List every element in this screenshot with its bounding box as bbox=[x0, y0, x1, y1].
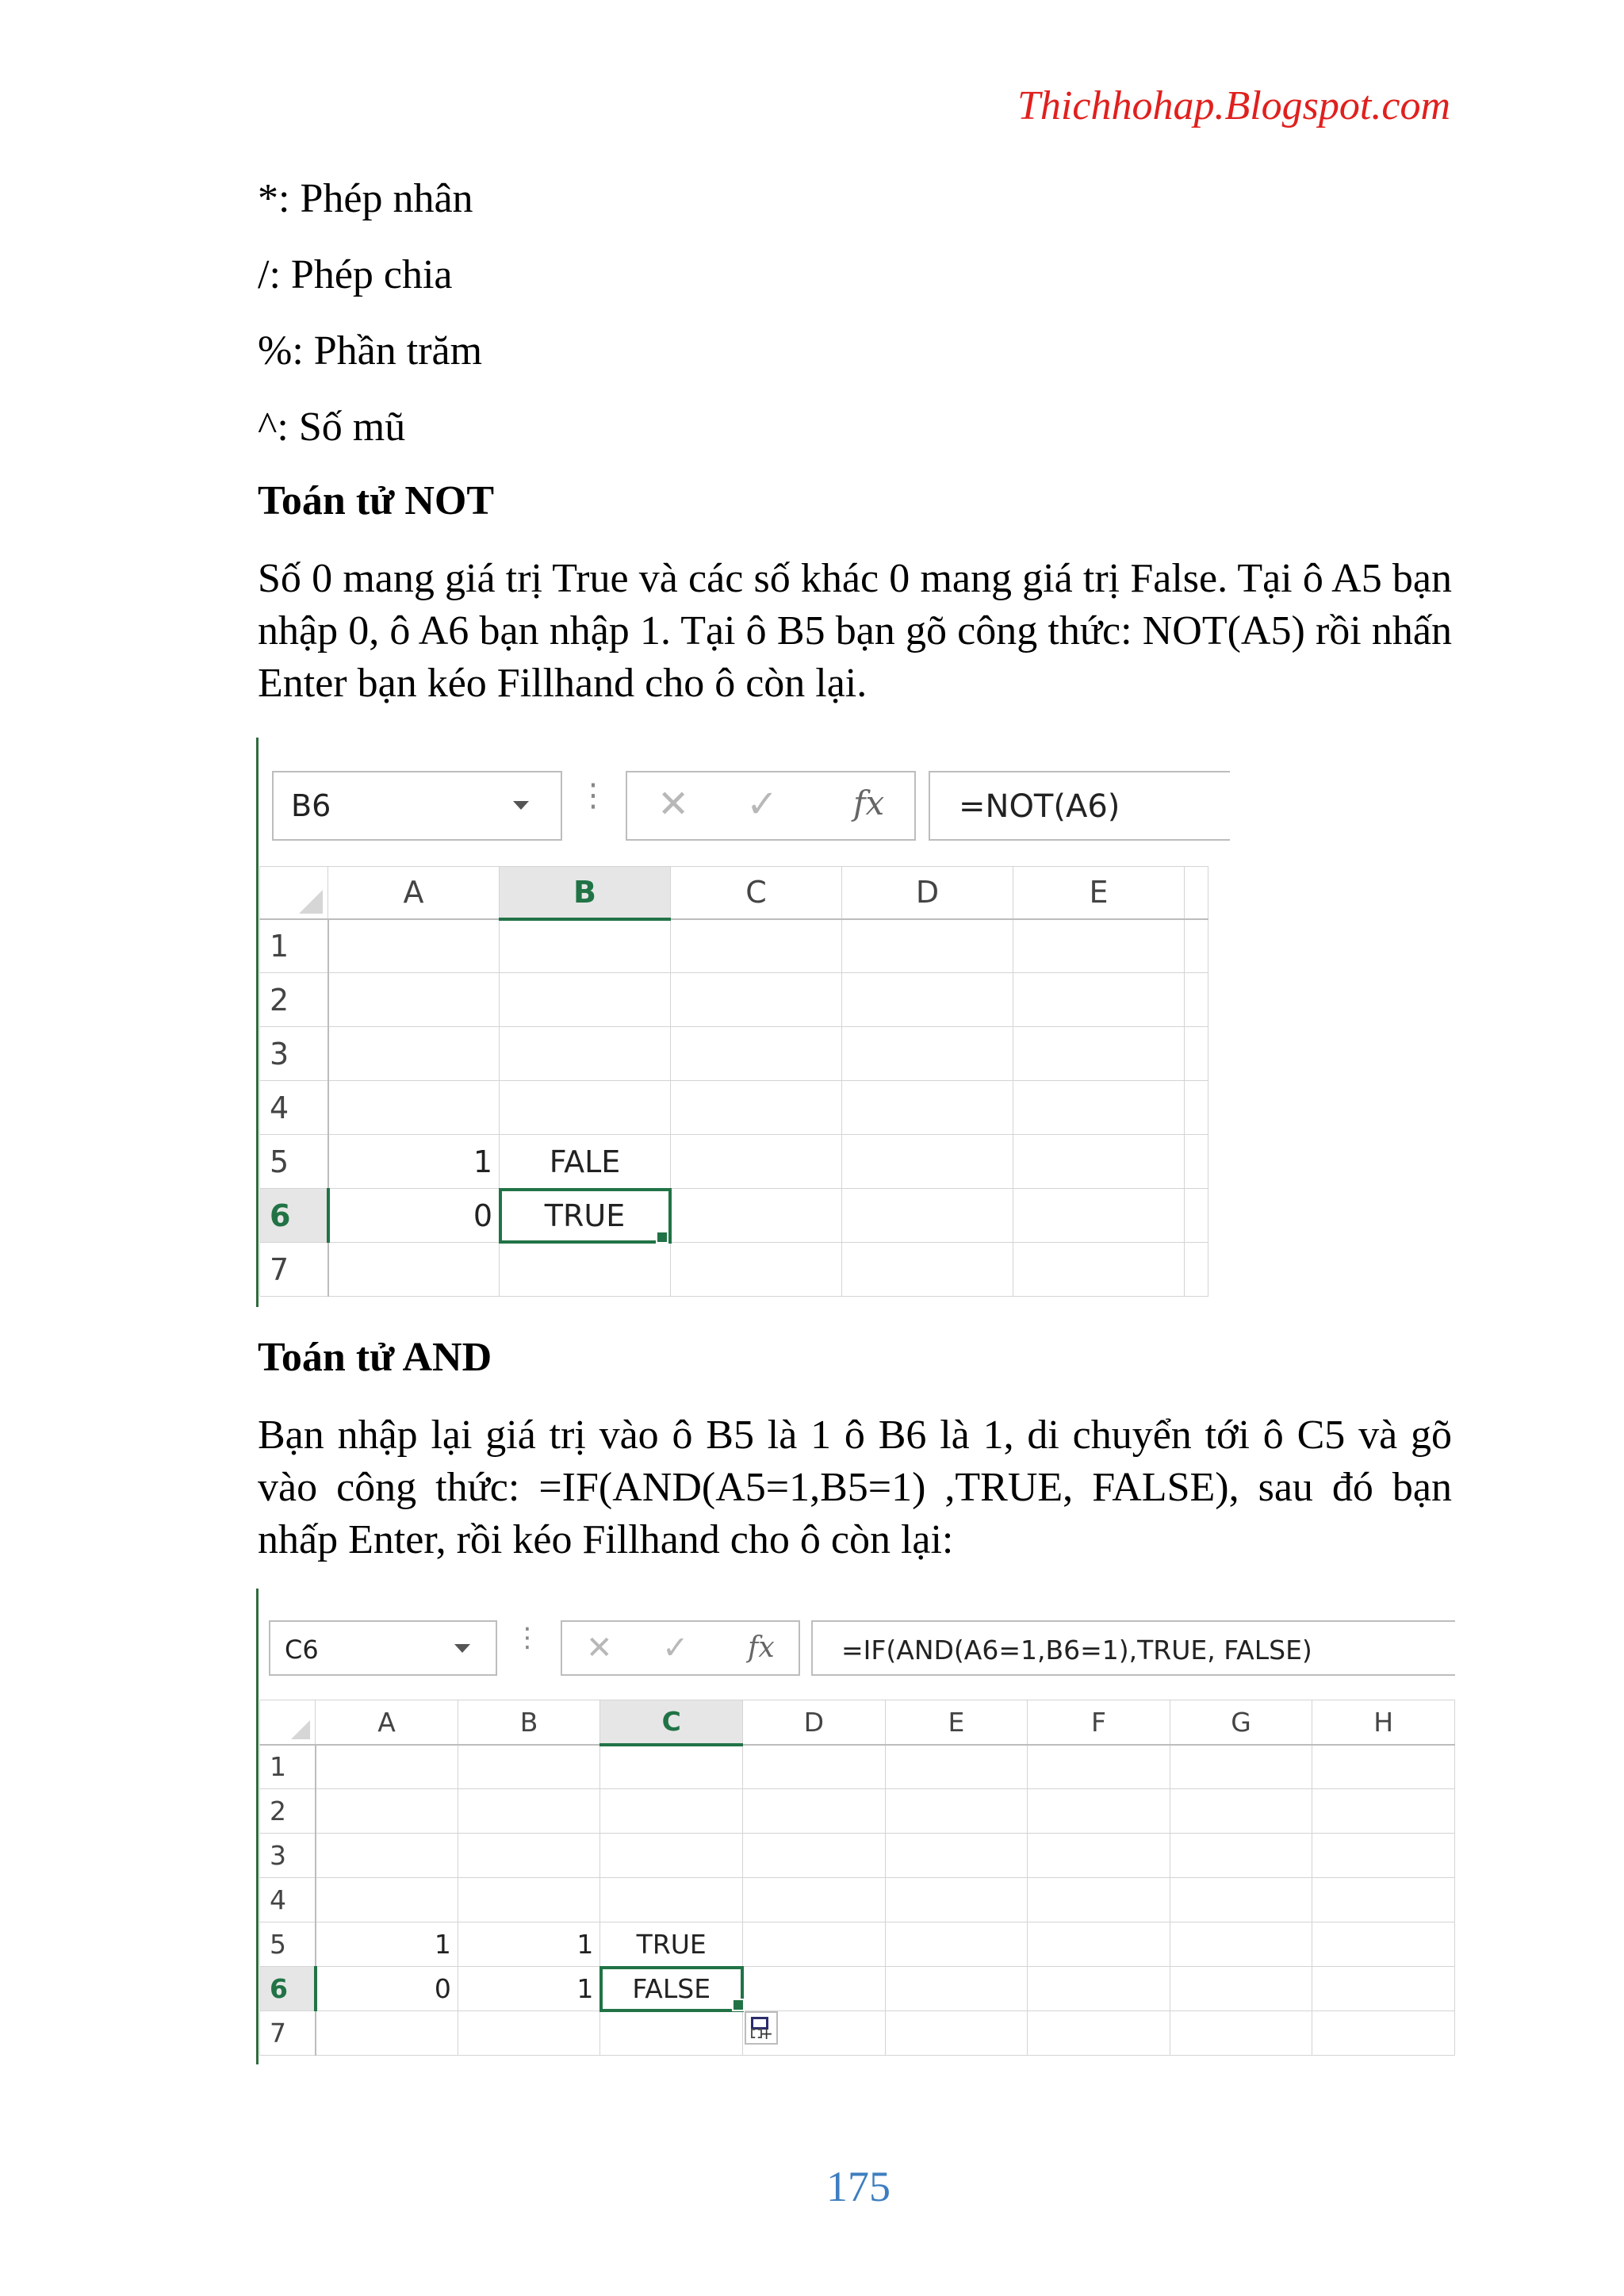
cell[interactable] bbox=[458, 1745, 600, 1789]
chevron-down-icon[interactable] bbox=[454, 1644, 470, 1653]
cell-a6[interactable]: 0 bbox=[328, 1189, 500, 1243]
cell[interactable] bbox=[316, 1745, 458, 1789]
column-header-d[interactable]: D bbox=[842, 867, 1013, 919]
cell[interactable] bbox=[1028, 1834, 1170, 1878]
cell[interactable] bbox=[842, 1081, 1013, 1135]
cell[interactable] bbox=[328, 1027, 500, 1081]
formula-bar[interactable] bbox=[811, 1620, 1455, 1676]
cell[interactable] bbox=[885, 1789, 1028, 1834]
cell[interactable] bbox=[600, 1789, 743, 1834]
spreadsheet-grid bbox=[259, 866, 1208, 1297]
cell[interactable] bbox=[1170, 2011, 1312, 2056]
cell[interactable] bbox=[1312, 1745, 1455, 1789]
column-header-b[interactable]: B bbox=[458, 1700, 600, 1745]
cell[interactable] bbox=[1185, 1189, 1208, 1243]
cell[interactable] bbox=[1170, 1789, 1312, 1834]
cell[interactable] bbox=[600, 1834, 743, 1878]
formula-bar[interactable] bbox=[929, 771, 1230, 841]
left-border bbox=[256, 1589, 259, 2064]
cell[interactable] bbox=[1312, 1922, 1455, 1967]
row-header-3[interactable]: 3 bbox=[260, 1834, 316, 1878]
excel-screenshot-not bbox=[256, 738, 1208, 1307]
formula-buttons bbox=[561, 1620, 800, 1676]
cell[interactable] bbox=[1312, 1789, 1455, 1834]
cell-b5[interactable]: FALE bbox=[500, 1135, 671, 1189]
cell[interactable] bbox=[842, 1135, 1013, 1189]
cell[interactable] bbox=[458, 1834, 600, 1878]
page-number: 175 bbox=[826, 2163, 891, 2210]
column-header-a[interactable]: A bbox=[316, 1700, 458, 1745]
heading-and: Toán tử AND bbox=[258, 1335, 492, 1380]
cell[interactable] bbox=[328, 1081, 500, 1135]
heading-not: Toán tử NOT bbox=[258, 478, 495, 523]
row-header-3[interactable]: 3 bbox=[260, 1027, 328, 1081]
cell[interactable] bbox=[671, 1027, 842, 1081]
cell[interactable] bbox=[1185, 1027, 1208, 1081]
cell[interactable] bbox=[1028, 1878, 1170, 1922]
formula-value: =NOT(A6) bbox=[959, 788, 1120, 825]
operator-power: ^: Số mũ bbox=[258, 404, 406, 450]
cell[interactable] bbox=[1013, 1135, 1185, 1189]
cell[interactable] bbox=[743, 1922, 886, 1967]
fx-icon[interactable]: fx bbox=[853, 784, 885, 822]
operator-multiply: *: Phép nhân bbox=[258, 176, 473, 221]
cell[interactable] bbox=[1170, 1745, 1312, 1789]
cell[interactable] bbox=[1028, 1922, 1170, 1967]
row-header-5[interactable]: 5 bbox=[260, 1922, 316, 1967]
column-header-extra bbox=[1185, 867, 1208, 919]
cell[interactable] bbox=[1312, 1834, 1455, 1878]
cell[interactable] bbox=[458, 1878, 600, 1922]
cell[interactable] bbox=[671, 1243, 842, 1297]
chevron-down-icon[interactable] bbox=[513, 801, 529, 810]
operator-divide: /: Phép chia bbox=[258, 252, 453, 297]
cell-c5[interactable]: TRUE bbox=[600, 1922, 743, 1967]
row-header-7[interactable]: 7 bbox=[260, 1243, 328, 1297]
column-header-d[interactable]: D bbox=[743, 1700, 886, 1745]
cell-a5[interactable]: 1 bbox=[328, 1135, 500, 1189]
operator-percent: %: Phần trăm bbox=[258, 328, 483, 374]
cell[interactable] bbox=[316, 1834, 458, 1878]
fill-handle[interactable] bbox=[656, 1231, 668, 1244]
cell[interactable] bbox=[743, 1878, 886, 1922]
name-box[interactable] bbox=[272, 771, 562, 841]
cell[interactable] bbox=[458, 1789, 600, 1834]
name-box-value: C6 bbox=[285, 1635, 319, 1665]
cell[interactable] bbox=[885, 2011, 1028, 2056]
cell[interactable] bbox=[1312, 1878, 1455, 1922]
cell[interactable] bbox=[671, 1135, 842, 1189]
cell[interactable] bbox=[1185, 1243, 1208, 1297]
row-header-4[interactable]: 4 bbox=[260, 1081, 328, 1135]
name-box-value: B6 bbox=[291, 788, 331, 823]
left-border bbox=[256, 738, 259, 1307]
cell-b6[interactable]: 1 bbox=[458, 1967, 600, 2011]
cell[interactable] bbox=[1170, 1967, 1312, 2011]
column-header-h[interactable]: H bbox=[1312, 1700, 1455, 1745]
cell[interactable] bbox=[600, 1745, 743, 1789]
cell[interactable] bbox=[743, 1745, 886, 1789]
cell[interactable] bbox=[316, 2011, 458, 2056]
cell[interactable] bbox=[743, 1967, 886, 2011]
cell[interactable] bbox=[671, 1189, 842, 1243]
cell[interactable] bbox=[1185, 973, 1208, 1027]
cell[interactable] bbox=[500, 1243, 671, 1297]
paragraph-and: Bạn nhập lại giá trị vào ô B5 là 1 ô B6 là 1, di chuyển tới ô C5 và gõ vào công thức: =IF(AND(A5=1,B5=1) ,TRUE, FALSE), sau đó bạn nhấp Enter, rồi kéo Fillhand cho ô còn lại: bbox=[258, 1412, 1452, 1562]
cell[interactable] bbox=[743, 1834, 886, 1878]
cell[interactable] bbox=[1028, 2011, 1170, 2056]
formula-buttons bbox=[626, 771, 916, 841]
cell[interactable] bbox=[1185, 1135, 1208, 1189]
header-brand: Thichhohap.Blogspot.com bbox=[1017, 83, 1450, 128]
row-header-2[interactable]: 2 bbox=[260, 973, 328, 1027]
cell[interactable] bbox=[500, 1027, 671, 1081]
cell[interactable] bbox=[885, 1922, 1028, 1967]
paste-options-icon[interactable]: + bbox=[745, 2011, 778, 2045]
cell-b6-active[interactable]: TRUE bbox=[500, 1189, 671, 1243]
cell[interactable] bbox=[1170, 1878, 1312, 1922]
cell-a5[interactable]: 1 bbox=[316, 1922, 458, 1967]
row-header-6[interactable]: 6 bbox=[260, 1967, 316, 2011]
cell[interactable] bbox=[500, 919, 671, 973]
column-header-c[interactable]: C bbox=[600, 1700, 743, 1745]
cell[interactable] bbox=[1013, 919, 1185, 973]
cell[interactable] bbox=[1312, 2011, 1455, 2056]
column-header-b[interactable]: B bbox=[500, 867, 671, 919]
row-header-1[interactable]: 1 bbox=[260, 919, 328, 973]
row-header-6[interactable]: 6 bbox=[260, 1189, 328, 1243]
spreadsheet-grid bbox=[259, 1700, 1455, 2056]
cell[interactable] bbox=[1170, 1834, 1312, 1878]
cell[interactable] bbox=[1170, 1922, 1312, 1967]
cell-a6[interactable]: 0 bbox=[316, 1967, 458, 2011]
column-header-a[interactable]: A bbox=[328, 867, 500, 919]
cell[interactable] bbox=[1013, 1243, 1185, 1297]
row-header-5[interactable]: 5 bbox=[260, 1135, 328, 1189]
column-header-g[interactable]: G bbox=[1170, 1700, 1312, 1745]
cell[interactable] bbox=[316, 1789, 458, 1834]
row-header-2[interactable]: 2 bbox=[260, 1789, 316, 1834]
cell[interactable] bbox=[842, 1189, 1013, 1243]
fill-handle[interactable] bbox=[732, 1999, 745, 2011]
select-all-corner[interactable] bbox=[260, 867, 328, 919]
cell[interactable] bbox=[600, 2011, 743, 2056]
cell[interactable] bbox=[671, 1081, 842, 1135]
cell[interactable] bbox=[1028, 1745, 1170, 1789]
cell[interactable] bbox=[885, 1834, 1028, 1878]
cell[interactable] bbox=[1028, 1789, 1170, 1834]
cell[interactable] bbox=[1013, 1081, 1185, 1135]
paragraph-not: Số 0 mang giá trị True và các số khác 0 mang giá trị False. Tại ô A5 bạn nhập 0, ô A6 bạn nhập 1. Tại ô B5 bạn gõ công thức: NOT(A5) rồi nhấn Enter bạn kéo Fillhand cho ô còn lại. bbox=[258, 556, 1452, 706]
more-icon: ⋮ bbox=[577, 777, 609, 814]
row-header-4[interactable]: 4 bbox=[260, 1878, 316, 1922]
cell-b5[interactable]: 1 bbox=[458, 1922, 600, 1967]
cell[interactable] bbox=[1013, 1027, 1185, 1081]
row-header-1[interactable]: 1 bbox=[260, 1745, 316, 1789]
fx-icon[interactable]: fx bbox=[748, 1631, 775, 1664]
cell[interactable] bbox=[316, 1878, 458, 1922]
cell[interactable] bbox=[1185, 919, 1208, 973]
cell[interactable] bbox=[500, 973, 671, 1027]
check-icon[interactable]: ✓ bbox=[746, 782, 779, 826]
cell-c6-active[interactable]: FALSE bbox=[600, 1967, 743, 2011]
cell[interactable] bbox=[885, 1745, 1028, 1789]
cell[interactable] bbox=[842, 973, 1013, 1027]
more-icon: ⋮ bbox=[514, 1622, 541, 1654]
close-icon[interactable]: ✕ bbox=[657, 782, 690, 826]
name-box[interactable] bbox=[269, 1620, 497, 1676]
cell[interactable] bbox=[458, 2011, 600, 2056]
cell[interactable] bbox=[1013, 973, 1185, 1027]
cell[interactable] bbox=[671, 973, 842, 1027]
cell[interactable] bbox=[842, 919, 1013, 973]
column-header-e[interactable]: E bbox=[1013, 867, 1185, 919]
select-all-corner[interactable] bbox=[260, 1700, 316, 1745]
cell[interactable] bbox=[328, 919, 500, 973]
cell[interactable] bbox=[743, 1789, 886, 1834]
cell[interactable] bbox=[1028, 1967, 1170, 2011]
row-header-7[interactable]: 7 bbox=[260, 2011, 316, 2056]
cell[interactable] bbox=[1185, 1081, 1208, 1135]
cell[interactable] bbox=[328, 1243, 500, 1297]
column-header-e[interactable]: E bbox=[885, 1700, 1028, 1745]
cell[interactable] bbox=[842, 1027, 1013, 1081]
excel-screenshot-and bbox=[256, 1589, 1455, 2064]
cell[interactable] bbox=[500, 1081, 671, 1135]
column-header-c[interactable]: C bbox=[671, 867, 842, 919]
cell[interactable] bbox=[1013, 1189, 1185, 1243]
cell[interactable] bbox=[600, 1878, 743, 1922]
check-icon[interactable]: ✓ bbox=[662, 1630, 689, 1666]
cell[interactable] bbox=[842, 1243, 1013, 1297]
column-header-f[interactable]: F bbox=[1028, 1700, 1170, 1745]
cell[interactable] bbox=[885, 1967, 1028, 2011]
cell[interactable] bbox=[671, 919, 842, 973]
cell[interactable] bbox=[328, 973, 500, 1027]
cell[interactable] bbox=[885, 1878, 1028, 1922]
close-icon[interactable]: ✕ bbox=[586, 1630, 613, 1666]
cell[interactable] bbox=[1312, 1967, 1455, 2011]
formula-value: =IF(AND(A6=1,B6=1),TRUE, FALSE) bbox=[841, 1635, 1312, 1665]
